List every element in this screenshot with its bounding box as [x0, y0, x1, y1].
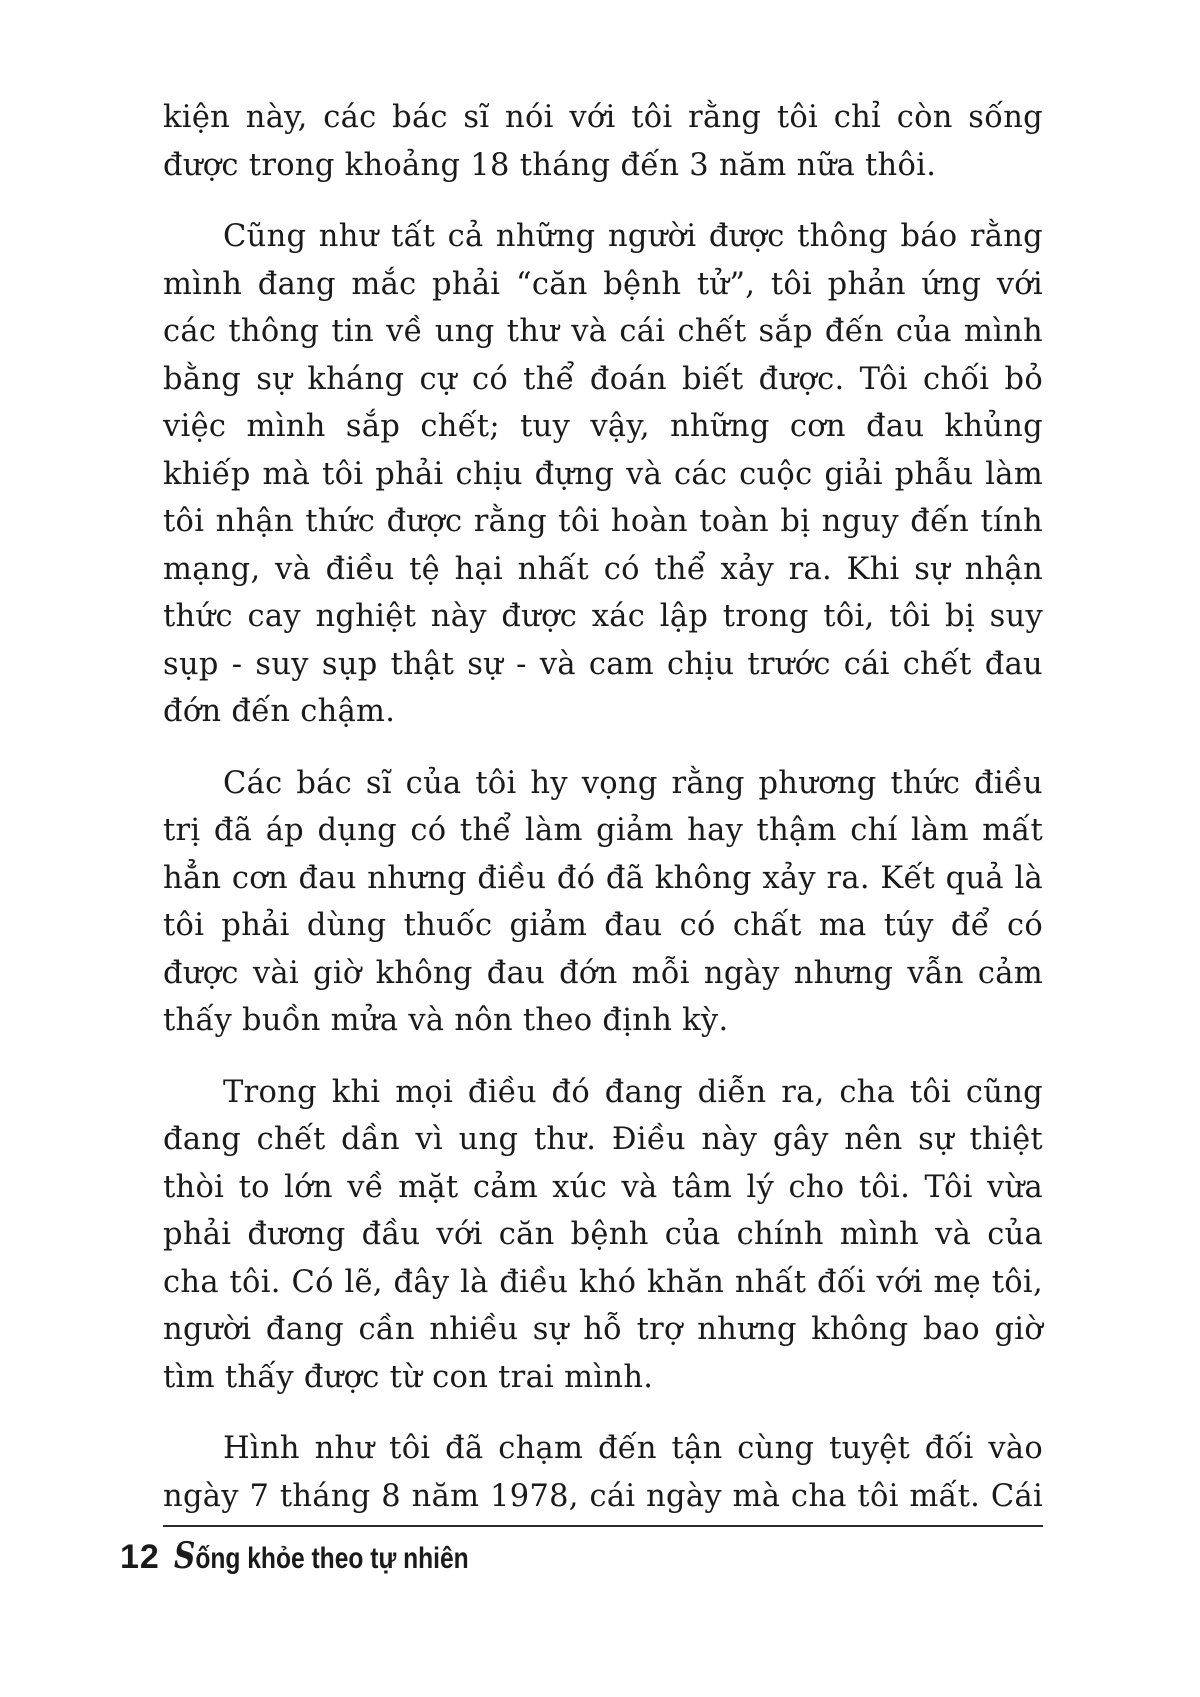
paragraph: Các bác sĩ của tôi hy vọng rằng phương thức điều trị đã áp dụng có thể làm giảm hay thậm chí làm mất hẳn cơn đau nhưng điều đó đã không xảy ra. Kết quả là tôi phải dùng thuốc giảm đau có chất ma túy để có được vài giờ không đau đớn mỗi ngày nhưng vẫn cảm thấy buồn mửa và nôn theo định kỳ.	[163, 765, 1043, 1038]
footer-divider	[163, 1525, 1043, 1527]
page-footer	[120, 1535, 533, 1595]
paragraph: Hình như tôi đã chạm đến tận cùng tuyệt đối vào ngày 7 tháng 8 năm 1978, cái ngày mà cha tôi mất. Cái	[163, 1431, 1043, 1514]
book-title-rest: ống khỏe theo tự nhiên	[195, 1542, 469, 1575]
book-title	[174, 1535, 469, 1577]
page-number: 12	[120, 1538, 160, 1576]
page-body-text	[163, 94, 1043, 1520]
paragraph: Cũng như tất cả những người được thông báo rằng mình đang mắc phải “căn bệnh tử”, tôi phản ứng với các thông tin về ung thư và cái chết sắp đến của mình bằng sự kháng cự có thể đoán biết được. Tôi chối bỏ việc mình sắp chết; tuy vậy, những cơn đau khủng khiếp mà tôi phải chịu đựng và các cuộc giải phẫu làm tôi nhận thức được rằng tôi hoàn toàn bị nguy đến tính mạng, và điều tệ hại nhất có thể xảy ra. Khi sự nhận thức cay nghiệt này được xác lập trong tôi, tôi bị suy sụp - suy sụp thật sự - và cam chịu trước cái chết đau đớn đến chậm.	[163, 219, 1043, 729]
paragraph: Trong khi mọi điều đó đang diễn ra, cha tôi cũng đang chết dần vì ung thư. Điều này gây nên sự thiệt thòi to lớn về mặt cảm xúc và tâm lý cho tôi. Tôi vừa phải đương đầu với căn bệnh của chính mình và của cha tôi. Có lẽ, đây là điều khó khăn nhất đối với mẹ tôi, người đang cần nhiều sự hỗ trợ nhưng không bao giờ tìm thấy được từ con trai mình.	[163, 1074, 1043, 1395]
book-title-initial: S	[173, 1535, 196, 1577]
paragraph: kiện này, các bác sĩ nói với tôi rằng tôi chỉ còn sống được trong khoảng 18 tháng đến 3 năm nữa thôi.	[163, 100, 1043, 183]
